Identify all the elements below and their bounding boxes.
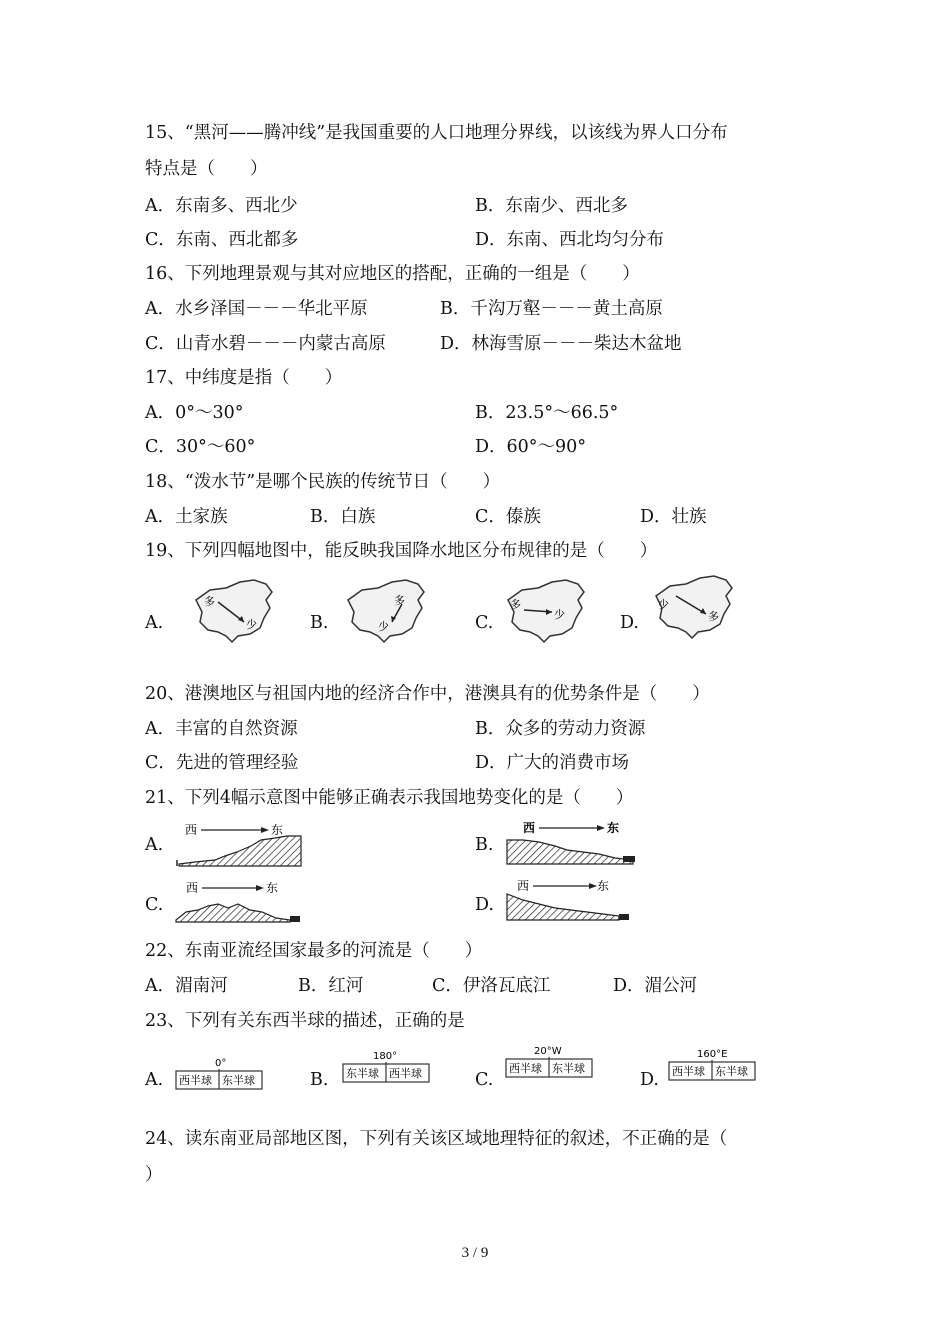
west-label: 西 <box>185 823 198 837</box>
q16-option-b: B．千沟万壑－－－黄土高原 <box>440 299 663 319</box>
q19-stem: 19、下列四幅地图中，能反映我国降水地区分布规律的是（ ） <box>145 541 658 561</box>
q21-option-b: B. <box>475 835 494 855</box>
right-hemisphere-label: 东半球 <box>222 1074 255 1087</box>
left-hemisphere-label: 西半球 <box>179 1074 212 1087</box>
q21-profile-a <box>175 822 305 870</box>
q22-option-a: A．湄南河 <box>145 976 228 996</box>
q20-option-a: A．丰富的自然资源 <box>145 719 298 739</box>
q15-stem-line2: 特点是（ ） <box>145 159 268 179</box>
q23-diagram-c <box>502 1043 596 1081</box>
sea-marker <box>623 856 635 862</box>
q18-option-d: D．壮族 <box>640 507 707 527</box>
q16-stem: 16、下列地理景观与其对应地区的搭配，正确的一组是（ ） <box>145 264 640 284</box>
q20-option-b: B．众多的劳动力资源 <box>475 719 646 739</box>
q19-option-b: B. <box>310 613 329 633</box>
q21-profile-b <box>503 820 643 868</box>
east-label: 东 <box>266 881 279 895</box>
q18-option-a: A．土家族 <box>145 507 228 527</box>
arrow-head <box>256 885 264 891</box>
west-label: 西 <box>523 821 536 835</box>
q17-option-a: A．0°～30° <box>145 403 244 423</box>
q21-option-a: A. <box>145 835 164 855</box>
q17-stem: 17、中纬度是指（ ） <box>145 368 343 388</box>
meridian-label: 180° <box>373 1051 398 1062</box>
meridian-label: 20°W <box>534 1046 562 1057</box>
arrow-head <box>589 883 597 889</box>
q21-profile-d <box>503 878 637 924</box>
sea-marker <box>290 916 300 922</box>
map-label-less: 少 <box>554 608 565 621</box>
q23-option-d: D. <box>640 1070 659 1090</box>
q18-stem: 18、“泼水节”是哪个民族的传统节日（ ） <box>145 472 501 492</box>
west-label: 西 <box>186 881 199 895</box>
map-label-more: 多 <box>708 610 719 623</box>
q22-stem: 22、东南亚流经国家最多的河流是（ ） <box>145 941 483 961</box>
q19-option-d: D. <box>620 613 639 633</box>
q23-option-c: C. <box>475 1070 494 1090</box>
q16-option-c: C．山青水碧－－－内蒙古高原 <box>145 334 386 354</box>
east-label: 东 <box>597 879 610 893</box>
q19-map-d <box>648 574 748 640</box>
east-label: 东 <box>607 821 620 835</box>
terrain-profile <box>179 836 301 866</box>
q15-option-b: B．东南少、西北多 <box>475 196 628 216</box>
terrain-profile <box>507 894 619 920</box>
q20-stem: 20、港澳地区与祖国内地的经济合作中，港澳具有的优势条件是（ ） <box>145 684 710 704</box>
q21-option-d: D. <box>475 895 494 915</box>
q18-option-c: C．傣族 <box>475 507 541 527</box>
q22-option-b: B．红河 <box>298 976 364 996</box>
q15-option-d: D．东南、西北均匀分布 <box>475 230 665 250</box>
q21-profile-c <box>172 880 306 926</box>
east-label: 东 <box>271 823 284 837</box>
map-label-less: 少 <box>658 598 669 611</box>
map-label-less: 少 <box>246 618 257 631</box>
sea-marker <box>619 914 629 920</box>
china-outline <box>196 580 272 642</box>
q15-option-a: A．东南多、西北少 <box>145 196 298 216</box>
q17-option-d: D．60°～90° <box>475 437 587 457</box>
q20-option-d: D．广大的消费市场 <box>475 753 630 773</box>
q15-option-c: C．东南、西北都多 <box>145 230 299 250</box>
q23-stem: 23、下列有关东西半球的描述，正确的是 <box>145 1011 465 1031</box>
q16-option-d: D．林海雪原－－－柴达木盆地 <box>440 334 682 354</box>
q24-stem-line1: 24、读东南亚局部地区图，下列有关该区域地理特征的叙述，不正确的是（ <box>145 1129 728 1149</box>
q19-map-b <box>340 578 440 644</box>
q23-diagram-d <box>665 1046 759 1084</box>
q17-option-b: B．23.5°～66.5° <box>475 403 619 423</box>
q21-option-c: C. <box>145 895 164 915</box>
left-hemisphere-label: 西半球 <box>509 1062 542 1075</box>
q23-diagram-b <box>339 1048 433 1086</box>
q21-stem: 21、下列4幅示意图中能够正确表示我国地势变化的是（ ） <box>145 788 634 808</box>
q19-map-a <box>188 578 288 644</box>
map-label-less: 少 <box>378 620 389 633</box>
q19-option-a: A. <box>145 613 164 633</box>
q16-option-a: A．水乡泽国－－－华北平原 <box>145 299 368 319</box>
arrow-head <box>261 827 269 833</box>
q20-option-c: C．先进的管理经验 <box>145 753 299 773</box>
arrow-head <box>597 825 605 831</box>
q19-map-c <box>500 578 600 644</box>
left-hemisphere-label: 东半球 <box>346 1067 379 1080</box>
q19-option-c: C. <box>475 613 494 633</box>
q18-option-b: B．白族 <box>310 507 376 527</box>
map-label-more: 多 <box>510 598 521 611</box>
right-hemisphere-label: 东半球 <box>715 1065 748 1078</box>
meridian-label: 0° <box>215 1058 227 1069</box>
q23-option-b: B. <box>310 1070 329 1090</box>
right-hemisphere-label: 西半球 <box>389 1067 422 1080</box>
q23-option-a: A. <box>145 1070 164 1090</box>
q17-option-c: C．30°～60° <box>145 437 256 457</box>
right-hemisphere-label: 东半球 <box>552 1062 585 1075</box>
meridian-label: 160°E <box>697 1049 728 1060</box>
q23-diagram-a <box>172 1055 266 1093</box>
page-number: 3 / 9 <box>461 1245 489 1261</box>
map-label-more: 多 <box>204 595 215 608</box>
q15-stem-line1: 15、“黑河——腾冲线”是我国重要的人口地理分界线，以该线为界人口分布 <box>145 123 728 143</box>
west-label: 西 <box>517 879 530 893</box>
q24-stem-line2: ） <box>145 1165 163 1185</box>
q22-option-d: D．湄公河 <box>613 976 698 996</box>
q22-option-c: C．伊洛瓦底江 <box>432 976 551 996</box>
terrain-profile <box>507 840 633 864</box>
left-hemisphere-label: 西半球 <box>672 1065 705 1078</box>
map-label-more: 多 <box>394 594 405 607</box>
terrain-profile <box>176 904 290 922</box>
